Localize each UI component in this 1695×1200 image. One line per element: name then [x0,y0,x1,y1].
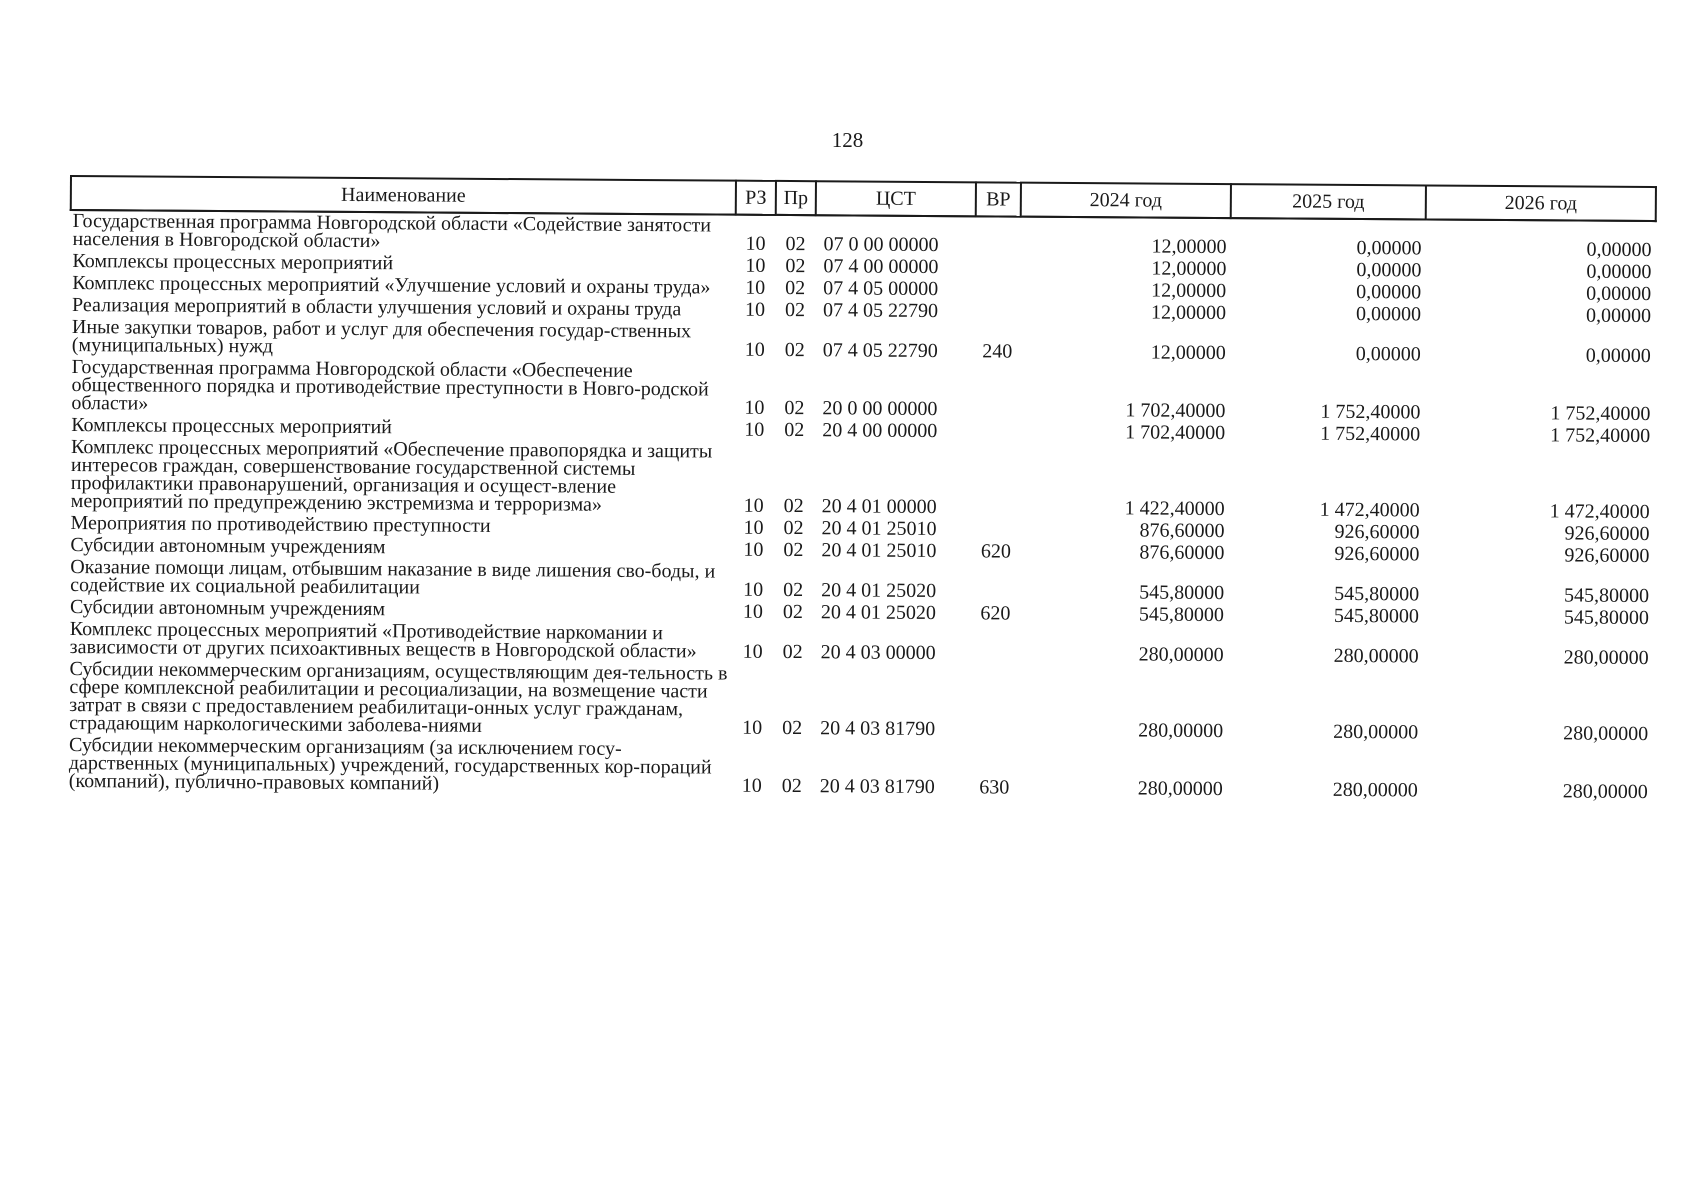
row-amount-2026: 926,60000 [1564,544,1650,568]
row-cst-code: 07 0 00 00000 [823,233,939,257]
row-amount-2024: 12,00000 [1150,301,1227,325]
row-name: Государственная программа Новгородской области «Содействие занятости населения в Новгородской области» [72,210,712,253]
row-pr-code: 02 [783,578,804,602]
row-amount-2025: 926,60000 [1334,542,1420,566]
row-vr-code [975,301,1020,323]
row-rz-code: 10 [744,338,765,361]
row-cst-code: 20 4 01 25010 [821,517,937,541]
row-pr-code: 02 [784,298,806,322]
row-amount-2026: 545,80000 [1563,606,1650,630]
row-pr-code: 02 [784,338,805,362]
table-body [67,210,1656,804]
row-name: Комплекс процессных мероприятий «Противодействие наркомании и зависимости от других психоактивных веществ в Новгородской области» [69,618,697,663]
row-amount-2025: 545,80000 [1333,604,1420,628]
row-vr-code [973,625,1018,665]
row-name: Иные закупки товаров, работ и услуг для обеспечения государ-ственных (муниципальных) нужд [71,316,692,358]
row-amount-2024: 876,60000 [1139,541,1225,565]
row-amount-2024: 876,60000 [1139,519,1225,543]
column-header-vr: ВР [976,182,1021,216]
row-amount-2025: 280,00000 [1332,778,1418,802]
column-header-2025: 2025 год [1231,184,1426,219]
row-amount-2026: 0,00000 [1585,304,1652,328]
row-pr-code: 02 [783,494,804,518]
row-amount-2024: 12,00000 [1151,279,1227,303]
row-rz-code: 10 [744,396,765,419]
row-amount-2025: 1 752,40000 [1320,400,1421,424]
row-name: Комплексы процессных мероприятий [71,414,393,439]
row-cst-code: 20 0 00 00000 [822,397,938,421]
row-amount-2024: 545,80000 [1138,603,1225,627]
row-amount-2026: 0,00000 [1586,282,1652,306]
table-row [69,437,1654,524]
row-amount-2026: 280,00000 [1563,722,1649,746]
row-amount-2025: 545,80000 [1334,582,1420,606]
row-amount-2024: 280,00000 [1138,719,1224,743]
row-amount-2026: 0,00000 [1585,344,1651,368]
row-amount-2024: 12,00000 [1151,235,1227,259]
row-vr-code: 620 [980,602,1011,625]
row-pr-code: 02 [782,600,804,624]
row-amount-2024: 1 702,40000 [1125,421,1226,445]
budget-table [66,175,1657,804]
row-cst-code: 20 4 03 00000 [820,641,936,665]
row-pr-code: 02 [783,516,804,540]
row-pr-code: 02 [782,716,803,740]
row-amount-2025: 0,00000 [1356,236,1422,260]
row-vr-code: 630 [979,776,1010,799]
row-vr-code [973,519,1018,541]
row-pr-code: 02 [785,276,806,300]
row-amount-2026: 1 752,40000 [1550,424,1651,448]
column-header-2026: 2026 год [1426,185,1656,221]
row-vr-code: 240 [982,340,1013,363]
row-amount-2025: 280,00000 [1333,720,1419,744]
row-pr-code: 02 [781,774,802,798]
row-cst-code: 20 4 03 81790 [820,717,936,741]
row-pr-code: 02 [784,396,805,420]
row-cst-code: 20 4 00 00000 [822,419,938,443]
row-amount-2024: 12,00000 [1151,257,1227,281]
page-number: 128 [831,128,864,152]
row-pr-code: 02 [785,232,806,256]
row-amount-2025: 0,00000 [1356,258,1422,282]
row-rz-code: 10 [744,298,766,321]
row-cst-code: 20 4 01 25010 [821,539,937,563]
row-amount-2024: 545,80000 [1139,581,1225,605]
row-cst-code: 20 4 01 00000 [821,495,937,519]
row-name: Субсидии автономным учреждениям [70,534,386,559]
row-rz-code: 10 [743,538,764,561]
row-vr-code [974,443,1020,519]
row-rz-code: 10 [743,516,764,539]
row-amount-2024: 12,00000 [1150,341,1226,365]
row-amount-2024: 1 422,40000 [1124,497,1225,521]
row-name: Оказание помощи лицам, отбывшим наказание в виде лишения сво-боды, и содействие их социальной реабилитации [70,556,716,599]
row-amount-2025: 1 752,40000 [1320,422,1421,446]
row-rz-code: 10 [745,276,766,299]
row-name: Субсидии некоммерческим организациям (за исключением госу-дарственных (муниципальных) учреждений, государственных кор-пораций (компаний), публично-правовых компаний) [68,734,712,795]
row-cst-code: 07 4 05 22790 [822,339,938,363]
row-amount-2025: 926,60000 [1334,520,1420,544]
row-rz-code: 10 [742,716,763,739]
row-vr-code [974,421,1019,443]
row-amount-2025: 0,00000 [1356,280,1422,304]
row-cst-code: 20 4 01 25020 [820,601,937,625]
row-amount-2026: 280,00000 [1562,780,1648,804]
table-row [67,659,1652,746]
row-amount-2025: 0,00000 [1355,302,1422,326]
row-rz-code: 10 [745,254,766,277]
row-pr-code: 02 [783,538,804,562]
column-header-cst: ЦСТ [816,181,976,216]
column-header-rz: РЗ [736,181,776,215]
row-name: Субсидии некоммерческим организациям, осуществляющим дея-тельность в сфере комплексной реабилитации и ресоциализации, на возмещение части затрат в связи с предоставлением реабилитаци-онных услуг гражданам, страдающим наркологическими заболева-ниями [69,658,728,737]
row-amount-2026: 0,00000 [1586,238,1652,262]
row-cst-code: 07 4 00 00000 [823,255,939,279]
row-name: Комплекс процессных мероприятий «Обеспечение правопорядка и защиты интересов граждан, совершенствование государственной системы профилактики правонарушений, организация и осущест-вление мероприятий по предупреждению экстремизма и терроризма» [70,436,713,516]
row-amount-2025: 280,00000 [1333,644,1419,668]
row-vr-code [975,216,1020,257]
row-name: Комплекс процессных мероприятий «Улучшение условий и охраны труда» [72,272,711,299]
row-vr-code [974,363,1019,421]
table-row [67,735,1652,804]
row-name: Мероприятия по противодействию преступности [70,512,491,537]
row-vr-code [972,665,1018,741]
row-pr-code: 02 [785,254,806,278]
row-rz-code: 10 [743,494,764,517]
row-cst-code: 20 4 01 25020 [821,579,937,603]
row-amount-2024: 280,00000 [1138,643,1224,667]
row-amount-2024: 280,00000 [1137,777,1223,801]
row-amount-2025: 0,00000 [1355,342,1421,366]
row-vr-code [975,257,1020,279]
row-cst-code: 07 4 05 00000 [823,277,939,301]
row-amount-2025: 1 472,40000 [1319,498,1420,522]
row-pr-code: 02 [782,640,803,664]
row-cst-code: 07 4 05 22790 [822,299,939,323]
row-vr-code: 620 [980,540,1011,563]
row-amount-2026: 0,00000 [1586,260,1652,284]
column-header-name: Наименование [71,176,736,215]
row-name: Государственная программа Новгородской области «Обеспечение общественного порядка и противодействие преступности в Новго-родской области» [71,356,709,415]
row-amount-2024: 1 702,40000 [1125,399,1226,423]
row-pr-code: 02 [784,418,805,442]
row-rz-code: 10 [741,774,762,797]
row-rz-code: 10 [744,418,765,441]
row-name: Субсидии автономным учреждениям [69,596,386,621]
row-rz-code: 10 [742,600,764,623]
row-amount-2026: 1 472,40000 [1549,500,1650,524]
row-vr-code [975,279,1020,301]
column-header-pr: Пр [776,181,816,215]
row-amount-2026: 545,80000 [1564,584,1650,608]
row-rz-code: 10 [745,232,766,255]
column-header-2024: 2024 год [1021,183,1231,218]
row-rz-code: 10 [743,578,764,601]
row-name: Комплексы процессных мероприятий [72,250,394,275]
row-name: Реализация мероприятий в области улучшения условий и охраны труда [72,294,682,321]
row-amount-2026: 1 752,40000 [1550,402,1651,426]
row-amount-2026: 280,00000 [1563,646,1649,670]
row-cst-code: 20 4 03 81790 [819,775,935,799]
row-amount-2026: 926,60000 [1564,522,1650,546]
row-vr-code [973,563,1018,603]
row-rz-code: 10 [742,640,763,663]
